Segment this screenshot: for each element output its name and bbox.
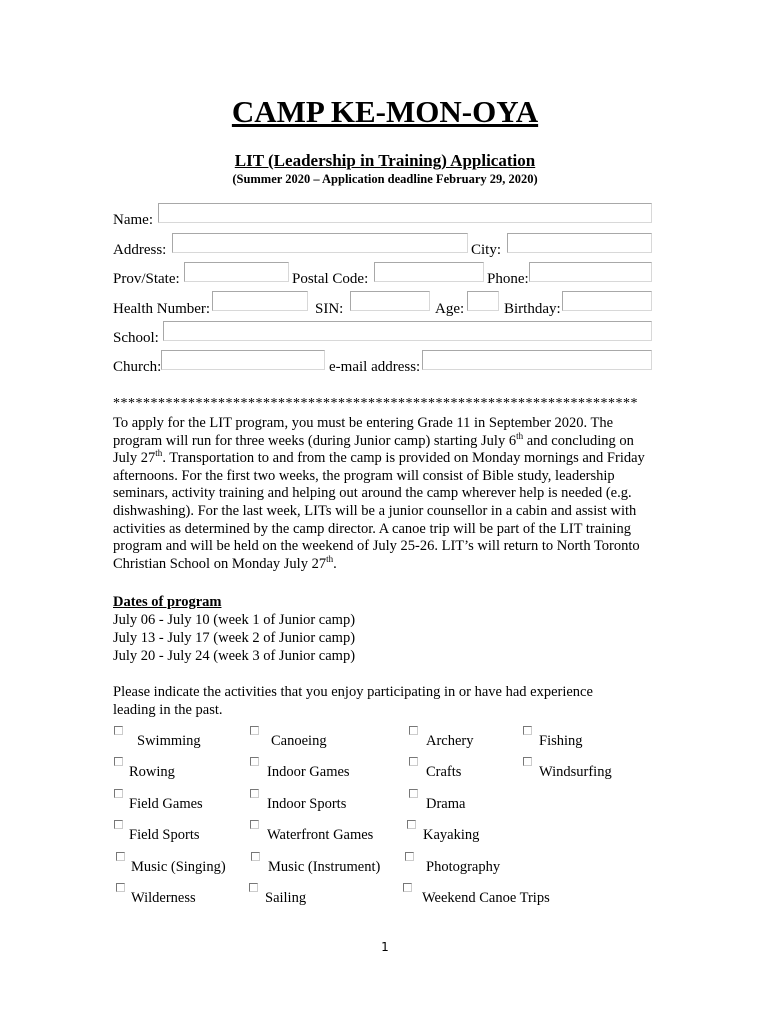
age-label: Age: (435, 301, 465, 317)
activity-label: Field Games (129, 796, 203, 812)
music-instrument-checkbox[interactable] (251, 852, 260, 861)
church-label: Church: (113, 359, 162, 375)
canoeing-checkbox[interactable] (250, 726, 259, 735)
activity-label: Archery (426, 733, 474, 749)
date-line: July 06 - July 10 (week 1 of Junior camp) (113, 612, 356, 628)
birthday-field[interactable] (562, 291, 652, 311)
fishing-checkbox[interactable] (523, 726, 532, 735)
activity-label: Rowing (129, 764, 175, 780)
field-games-checkbox[interactable] (114, 789, 123, 798)
sin-label: SIN: (315, 301, 344, 317)
activity-label: Canoeing (271, 733, 327, 749)
page-number: 1 (381, 940, 389, 954)
activity-label: Windsurfing (539, 764, 612, 780)
rowing-checkbox[interactable] (114, 757, 123, 766)
wilderness-checkbox[interactable] (116, 883, 125, 892)
activity-label: Field Sports (129, 827, 200, 843)
application-subtitle: LIT (Leadership in Training) Application (234, 151, 536, 170)
phone-label: Phone: (487, 271, 529, 287)
city-field[interactable] (507, 233, 652, 253)
archery-checkbox[interactable] (409, 726, 418, 735)
superscript-1: th (516, 430, 524, 441)
birthday-label: Birthday: (504, 301, 561, 317)
separator-line: ********************************************************************** (113, 396, 638, 411)
superscript-2: th (155, 448, 163, 459)
photography-checkbox[interactable] (405, 852, 414, 861)
health-number-label: Health Number: (113, 301, 211, 317)
sin-field[interactable] (350, 291, 430, 311)
activity-label: Swimming (137, 733, 201, 749)
windsurfing-checkbox[interactable] (523, 757, 532, 766)
camp-title: CAMP KE-MON-OYA (231, 94, 539, 129)
description-part-4: . (333, 555, 337, 572)
music-singing-checkbox[interactable] (116, 852, 125, 861)
activity-label: Weekend Canoe Trips (422, 890, 550, 906)
weekend-canoe-trips-checkbox[interactable] (403, 883, 412, 892)
email-label: e-mail address: (329, 359, 421, 375)
activity-label: Crafts (426, 764, 462, 780)
address-label: Address: (113, 242, 167, 258)
church-field[interactable] (161, 350, 325, 370)
postal-code-field[interactable] (374, 262, 484, 282)
prov-state-field[interactable] (184, 262, 289, 282)
activity-label: Music (Singing) (131, 859, 226, 875)
drama-checkbox[interactable] (409, 789, 418, 798)
program-description (113, 415, 661, 573)
dates-list (113, 611, 355, 665)
city-label: City: (471, 242, 502, 258)
indoor-sports-checkbox[interactable] (250, 789, 259, 798)
age-field[interactable] (467, 291, 499, 311)
activity-label: Fishing (539, 733, 583, 749)
activity-label: Sailing (265, 890, 307, 906)
school-field[interactable] (163, 321, 652, 341)
postal-code-label: Postal Code: (292, 271, 369, 287)
address-field[interactable] (172, 233, 468, 253)
date-line: July 20 - July 24 (week 3 of Junior camp) (113, 648, 356, 664)
waterfront-games-checkbox[interactable] (250, 820, 259, 829)
activity-label: Wilderness (131, 890, 196, 906)
activities-intro: Please indicate the activities that you enjoy participating in or have had experience leading in the past. (113, 684, 593, 718)
prov-state-label: Prov/State: (113, 271, 180, 287)
sailing-checkbox[interactable] (249, 883, 258, 892)
name-field[interactable] (158, 203, 652, 223)
health-number-field[interactable] (212, 291, 308, 311)
dates-heading: Dates of program (113, 594, 222, 610)
description-part-1: To apply for the LIT program, you must be entering Grade 11 in September 2020. The program will run for three weeks (during Junior camp) starting July 6 (113, 415, 614, 449)
crafts-checkbox[interactable] (409, 757, 418, 766)
deadline-note: (Summer 2020 – Application deadline February 29, 2020) (232, 172, 538, 186)
description-part-2: and concluding on July 27 (113, 432, 634, 467)
swimming-checkbox[interactable] (114, 726, 123, 735)
field-sports-checkbox[interactable] (114, 820, 123, 829)
kayaking-checkbox[interactable] (407, 820, 416, 829)
activity-label: Music (Instrument) (268, 859, 381, 875)
activity-label: Kayaking (423, 827, 480, 843)
name-label: Name: (113, 212, 153, 228)
description-part-3: . Transportation to and from the camp is provided on Monday mornings and Friday afternoons. For the first two weeks, the program will consist of Bible study, leadership seminars, activity training and helping out around the camp wherever help is needed (e.g. dishwashing). For the last week, LITs will be a junior counsellor in a cabin and assist with activities as determined by the camp director. A canoe trip will be part of the LIT training program and will be held on the weekend of July 25-26. LIT’s will return to North Toronto Christian School on Monday July 27 (113, 450, 645, 572)
activity-label: Indoor Games (267, 764, 350, 780)
indoor-games-checkbox[interactable] (250, 757, 259, 766)
activity-label: Waterfront Games (267, 827, 374, 843)
email-field[interactable] (422, 350, 652, 370)
phone-field[interactable] (529, 262, 652, 282)
superscript-3: th (326, 553, 334, 564)
date-line: July 13 - July 17 (week 2 of Junior camp) (113, 630, 356, 646)
activity-label: Photography (426, 859, 501, 875)
school-label: School: (113, 330, 159, 346)
activity-label: Drama (426, 796, 466, 812)
activity-label: Indoor Sports (267, 796, 347, 812)
